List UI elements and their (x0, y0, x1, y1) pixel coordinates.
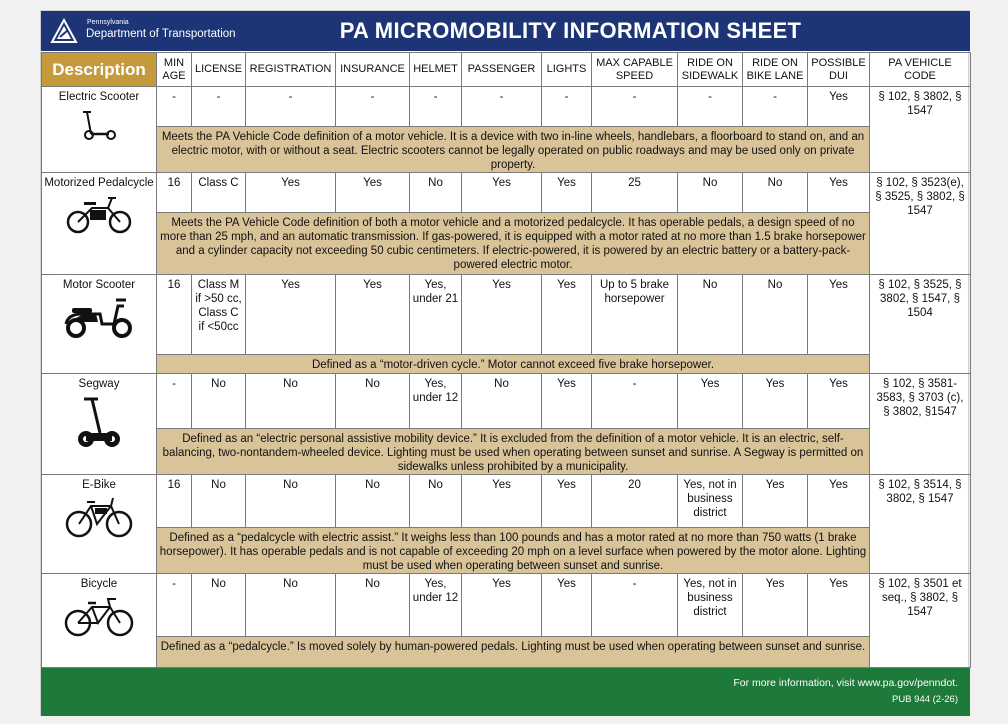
description-row (42, 213, 971, 275)
bike-lane-cell: Yes (743, 475, 808, 528)
license-cell: Class M if >50 cc, Class C if <50cc (192, 275, 246, 355)
helmet-cell: Yes, under 12 (410, 374, 462, 429)
col-description: Description (42, 53, 157, 87)
dui-cell: Yes (808, 475, 870, 528)
sidewalk-cell: Yes, not in business district (678, 475, 743, 528)
insurance-cell: - (336, 87, 410, 127)
motor-scooter-icon (62, 296, 136, 338)
helmet-cell: - (410, 87, 462, 127)
insurance-cell: Yes (336, 173, 410, 213)
bike-lane-cell: No (743, 173, 808, 213)
bike-lane-cell: - (743, 87, 808, 127)
sidewalk-cell: Yes (678, 374, 743, 429)
max-speed-cell: 20 (592, 475, 678, 528)
description-text: Defined as an “electric personal assistive mobility device.” It is excluded from the definition of a motor vehicle. It is an electric, self-balancing, two-nontandem-wheeled device. Lighting must be used when operating between sunset and sunrise. A Segway is permitted on sidewalks unless prohibited by a municipality. (157, 429, 870, 475)
table-row (42, 574, 971, 637)
table-row (42, 173, 971, 213)
table-row (42, 475, 971, 528)
dui-cell: Yes (808, 374, 870, 429)
helmet-cell: No (410, 475, 462, 528)
passenger-cell: No (462, 374, 542, 429)
min-age-cell: 16 (157, 475, 192, 528)
dui-cell: Yes (808, 173, 870, 213)
col-license: LICENSE (192, 53, 246, 87)
max-speed-cell: 25 (592, 173, 678, 213)
header-bar (41, 11, 970, 51)
table-row (42, 275, 971, 355)
vehicle-name: E-Bike (82, 479, 116, 491)
vehicle-name: Bicycle (80, 578, 118, 590)
sidewalk-cell: No (678, 275, 743, 355)
max-speed-cell: - (592, 87, 678, 127)
min-age-cell: - (157, 374, 192, 429)
header-row (42, 53, 971, 87)
description-row (42, 127, 971, 173)
max-speed-cell: - (592, 574, 678, 637)
sidewalk-cell: No (678, 173, 743, 213)
info-sheet (40, 10, 969, 716)
description-row (42, 355, 971, 374)
vehicle-code-cell: § 102, § 3514, § 3802, § 1547 (870, 475, 971, 574)
sidewalk-cell: Yes, not in business district (678, 574, 743, 637)
vehicle-code-cell: § 102, § 3581-3583, § 3703 (c), § 3802, §1547 (870, 374, 971, 475)
vehicle-cell (42, 173, 157, 275)
insurance-cell: Yes (336, 275, 410, 355)
description-text: Defined as a “pedalcycle.” Is moved solely by human-powered pedals. Lighting must be used when operating between sunset and sunrise. (157, 637, 870, 668)
col-max-speed: MAX CAPABLE SPEED (592, 53, 678, 87)
vehicle-cell (42, 275, 157, 374)
footer-bar (41, 668, 970, 716)
publication-number: PUB 944 (2-26) (891, 694, 958, 705)
vehicle-name: Segway (78, 378, 120, 390)
col-helmet: HELMET (410, 53, 462, 87)
bike-lane-cell: No (743, 275, 808, 355)
helmet-cell: No (410, 173, 462, 213)
state-name: Pennsylvania (87, 19, 129, 26)
lights-cell: Yes (542, 173, 592, 213)
vehicle-name: Motorized Pedalcycle (44, 177, 154, 189)
page-title: PA MICROMOBILITY INFORMATION SHEET (339, 18, 802, 43)
col-min-age: MIN AGE (157, 53, 192, 87)
lights-cell: Yes (542, 475, 592, 528)
segway-icon (74, 395, 124, 449)
lights-cell: - (542, 87, 592, 127)
vehicle-code-cell: § 102, § 3802, § 1547 (870, 87, 971, 173)
insurance-cell: No (336, 574, 410, 637)
description-text: Defined as a “motor-driven cycle.” Motor cannot exceed five brake horsepower. (157, 355, 870, 374)
electric-scooter-icon (79, 108, 119, 140)
registration-cell: No (246, 475, 336, 528)
insurance-cell: No (336, 374, 410, 429)
col-dui: POSSIBLE DUI (808, 53, 870, 87)
table-row (42, 87, 971, 127)
license-cell: No (192, 574, 246, 637)
vehicle-name: Motor Scooter (62, 279, 136, 291)
dui-cell: Yes (808, 275, 870, 355)
description-text: Defined as a “pedalcycle with electric assist.” It weighs less than 100 pounds and has a motor rated at no more than 750 watts (1 brake horsepower). It has operable pedals and is not capable of exceeding 20 mph on a level surface when powered by the motor alone. Lighting must be used when operating between sunset and sunrise. (157, 528, 870, 574)
lights-cell: Yes (542, 374, 592, 429)
department-name: Department of Transportation (86, 28, 236, 40)
micromobility-table (41, 52, 971, 668)
col-registration: REGISTRATION (246, 53, 336, 87)
description-row (42, 429, 971, 475)
min-age-cell: - (157, 87, 192, 127)
dui-cell: Yes (808, 87, 870, 127)
vehicle-cell (42, 574, 157, 668)
registration-cell: Yes (246, 275, 336, 355)
helmet-cell: Yes, under 12 (410, 574, 462, 637)
vehicle-name: Electric Scooter (58, 91, 140, 103)
vehicle-cell (42, 374, 157, 475)
registration-cell: - (246, 87, 336, 127)
vehicle-code-cell: § 102, § 3525, § 3802, § 1547, § 1504 (870, 275, 971, 374)
col-insurance: INSURANCE (336, 53, 410, 87)
table-row (42, 374, 971, 429)
footer-info-text: For more information, visit www.pa.gov/penndot. (733, 677, 958, 689)
col-vehicle-code: PA VEHICLE CODE (870, 53, 971, 87)
registration-cell: Yes (246, 173, 336, 213)
min-age-cell: 16 (157, 173, 192, 213)
vehicle-code-cell: § 102, § 3523(e), § 3525, § 3802, § 1547 (870, 173, 971, 275)
min-age-cell: 16 (157, 275, 192, 355)
min-age-cell: - (157, 574, 192, 637)
moped-icon (64, 194, 134, 234)
col-sidewalk: RIDE ON SIDEWALK (678, 53, 743, 87)
registration-cell: No (246, 374, 336, 429)
insurance-cell: No (336, 475, 410, 528)
max-speed-cell: - (592, 374, 678, 429)
license-cell: No (192, 475, 246, 528)
e-bike-icon (63, 496, 135, 538)
dui-cell: Yes (808, 574, 870, 637)
sidewalk-cell: - (678, 87, 743, 127)
vehicle-code-cell: § 102, § 3501 et seq., § 3802, § 1547 (870, 574, 971, 668)
passenger-cell: Yes (462, 275, 542, 355)
description-row (42, 637, 971, 668)
bike-lane-cell: Yes (743, 374, 808, 429)
max-speed-cell: Up to 5 brake horsepower (592, 275, 678, 355)
description-row (42, 528, 971, 574)
lights-cell: Yes (542, 574, 592, 637)
passenger-cell: Yes (462, 173, 542, 213)
license-cell: No (192, 374, 246, 429)
passenger-cell: Yes (462, 475, 542, 528)
passenger-cell: - (462, 87, 542, 127)
vehicle-cell (42, 87, 157, 173)
col-bike-lane: RIDE ON BIKE LANE (743, 53, 808, 87)
bicycle-icon (62, 595, 136, 637)
passenger-cell: Yes (462, 574, 542, 637)
col-passenger: PASSENGER (462, 53, 542, 87)
lights-cell: Yes (542, 275, 592, 355)
col-lights: LIGHTS (542, 53, 592, 87)
license-cell: Class C (192, 173, 246, 213)
bike-lane-cell: Yes (743, 574, 808, 637)
description-text: Meets the PA Vehicle Code definition of a motor vehicle. It is a device with two in-line wheels, handlebars, a floorboard to stand on, and an electric motor, with or without a seat. Electric scooters cannot be legally operated on public roadways and may be used only on private property. (157, 127, 870, 173)
license-cell: - (192, 87, 246, 127)
vehicle-cell (42, 475, 157, 574)
description-text: Meets the PA Vehicle Code definition of both a motor vehicle and a motorized pedalcycle. It has operable pedals, a design speed of no more than 25 mph, and an automatic transmission. If gas-powered, it is equipped with a motor rated at no more than 1.5 brake horsepower and a cylinder capacity not exceeding 50 cubic centimeters. If electric-powered, it is powered by an electric battery or a battery-pack-powered electric motor. (157, 213, 870, 275)
helmet-cell: Yes, under 21 (410, 275, 462, 355)
registration-cell: No (246, 574, 336, 637)
